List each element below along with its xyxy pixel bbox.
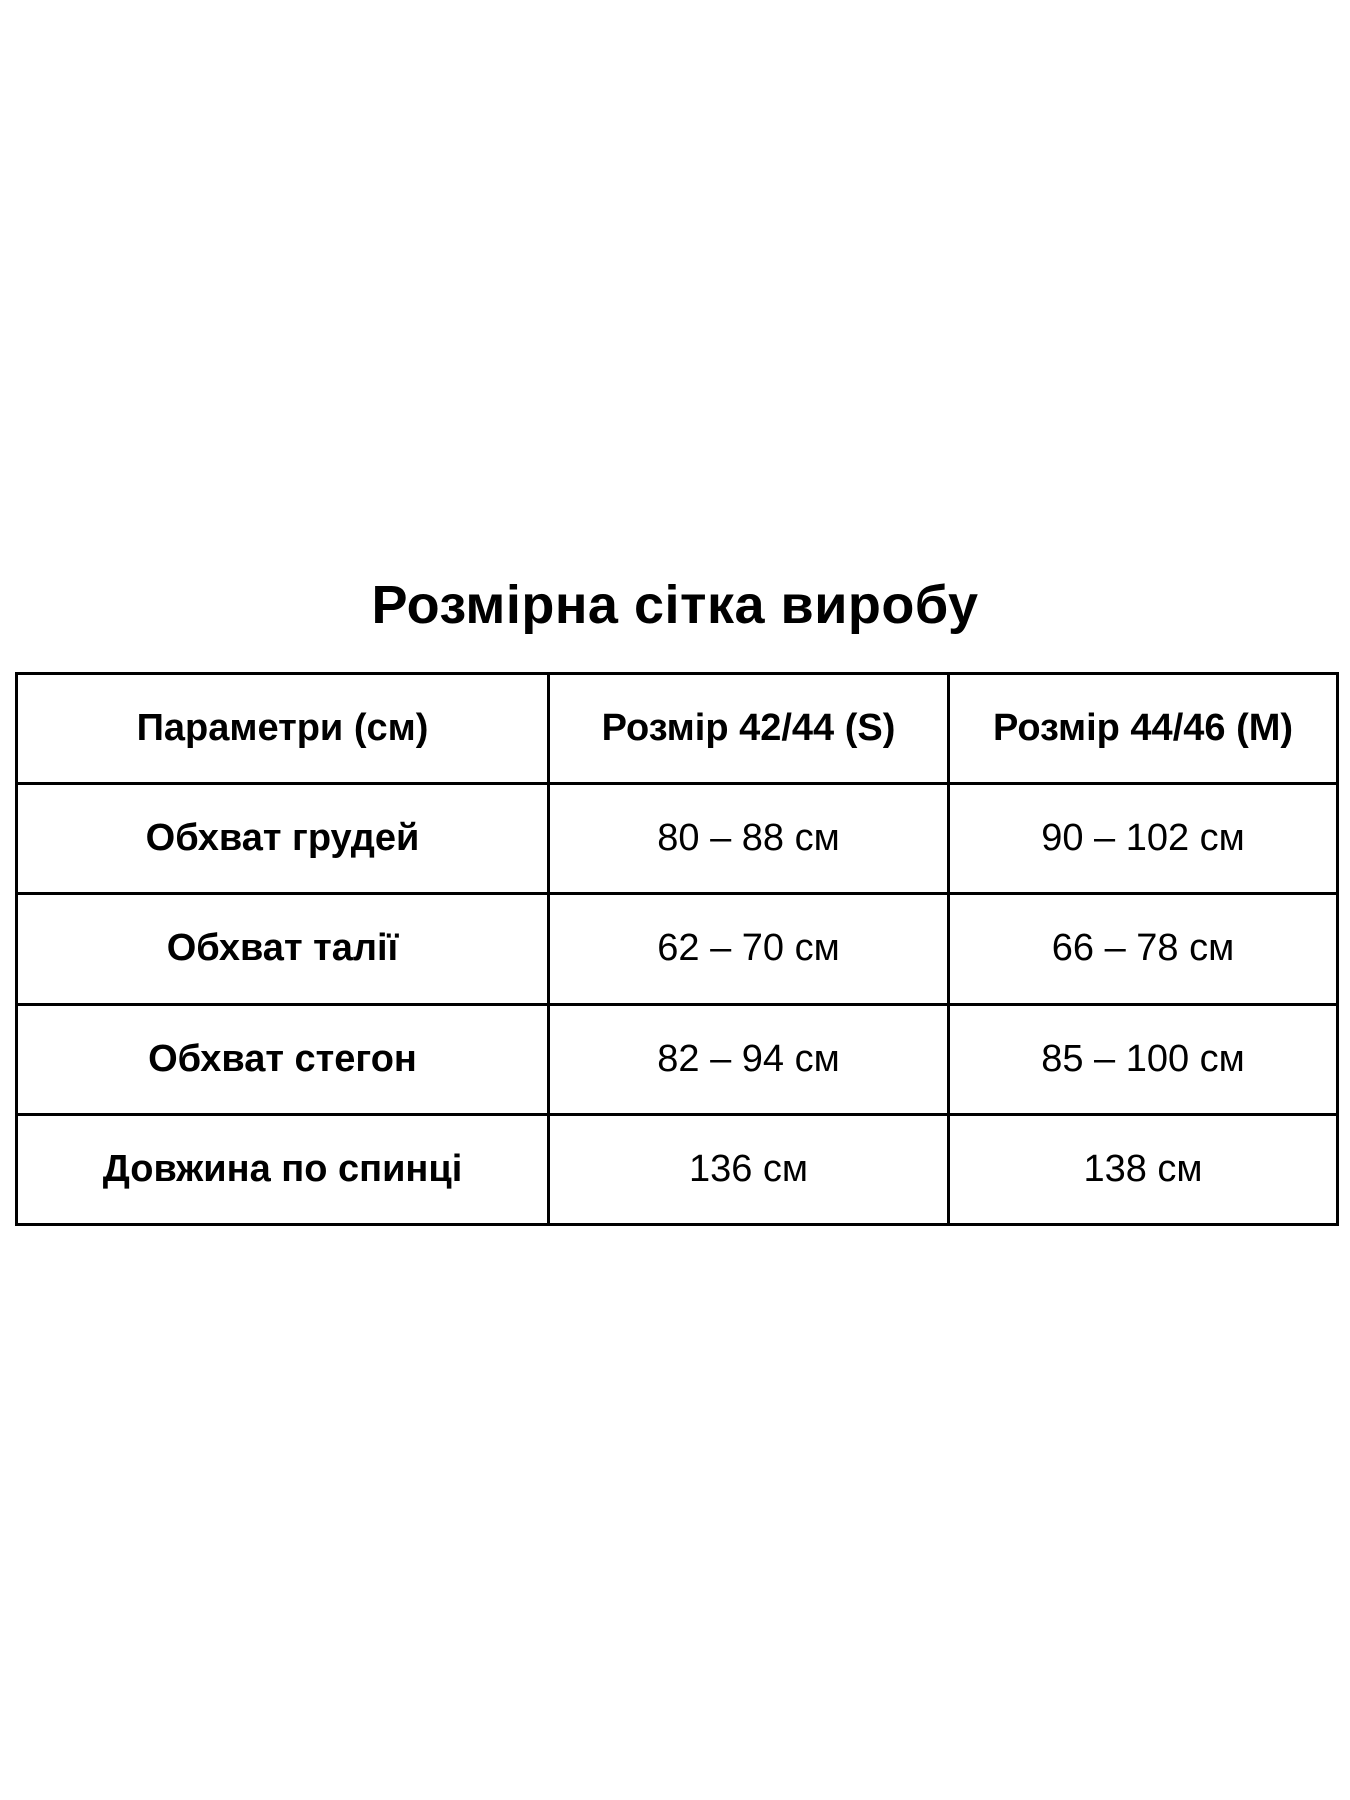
table-header-row bbox=[17, 674, 1338, 784]
cell-size-m: 85 – 100 см bbox=[949, 1004, 1338, 1114]
size-chart-table bbox=[15, 672, 1339, 1226]
cell-size-m: 66 – 78 см bbox=[949, 894, 1338, 1004]
row-label: Обхват талії bbox=[17, 894, 549, 1004]
row-label: Обхват грудей bbox=[17, 784, 549, 894]
table-row bbox=[17, 1004, 1338, 1114]
table-row bbox=[17, 1114, 1338, 1224]
cell-size-s: 82 – 94 см bbox=[549, 1004, 949, 1114]
cell-size-m: 138 см bbox=[949, 1114, 1338, 1224]
column-header-size-m: Розмір 44/46 (M) bbox=[949, 674, 1338, 784]
row-label: Довжина по спинці bbox=[17, 1114, 549, 1224]
cell-size-s: 80 – 88 см bbox=[549, 784, 949, 894]
cell-size-m: 90 – 102 см bbox=[949, 784, 1338, 894]
column-header-parameters: Параметри (см) bbox=[17, 674, 549, 784]
table-row bbox=[17, 784, 1338, 894]
column-header-size-s: Розмір 42/44 (S) bbox=[549, 674, 949, 784]
row-label: Обхват стегон bbox=[17, 1004, 549, 1114]
cell-size-s: 62 – 70 см bbox=[549, 894, 949, 1004]
table-row bbox=[17, 894, 1338, 1004]
cell-size-s: 136 см bbox=[549, 1114, 949, 1224]
page-title: Розмірна сітка виробу bbox=[371, 575, 979, 635]
